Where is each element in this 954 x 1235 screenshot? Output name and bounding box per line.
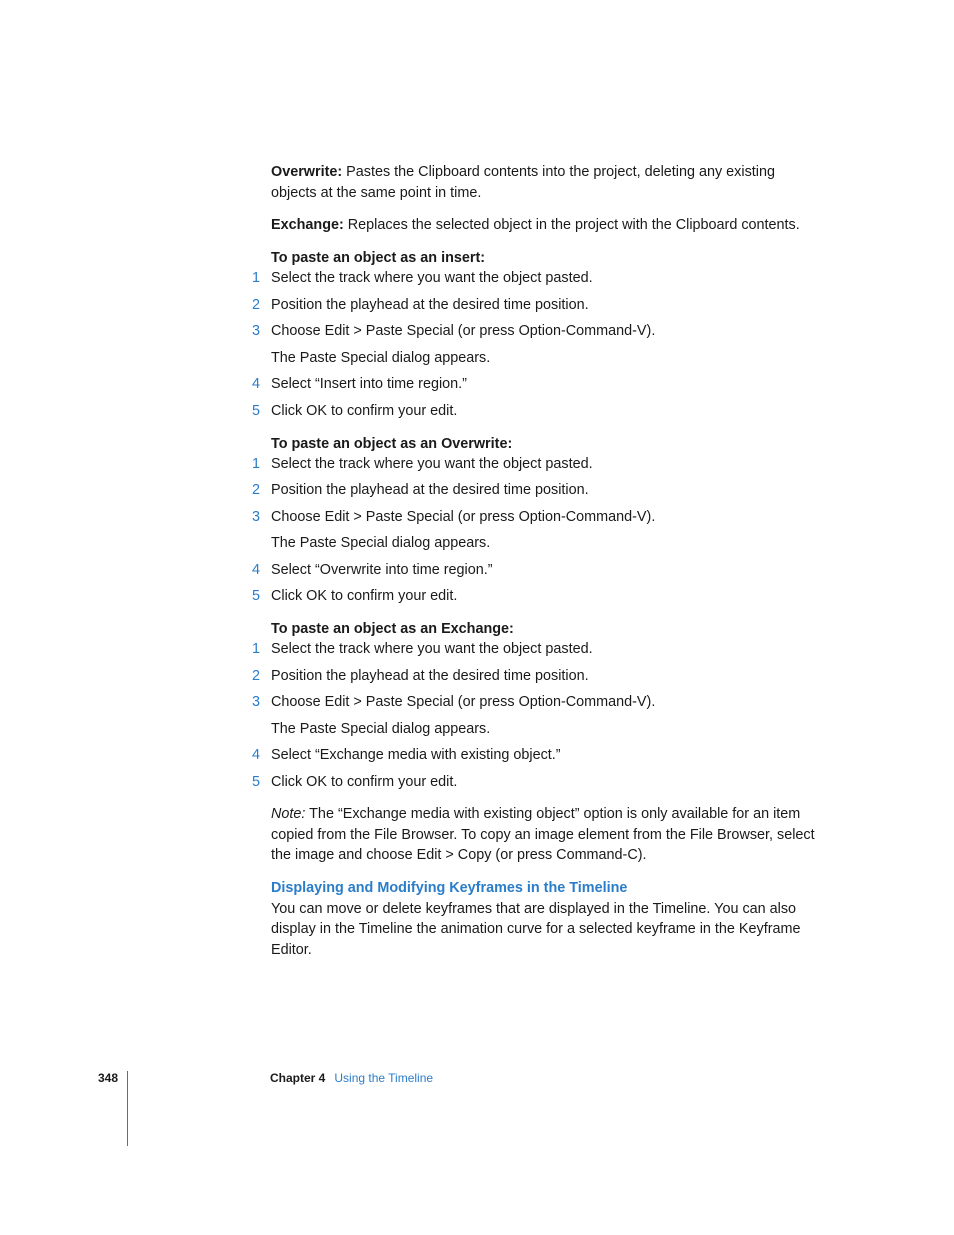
step-text: The Paste Special dialog appears.	[271, 535, 491, 551]
step-number: 2	[252, 482, 261, 498]
definition-text: Pastes the Clipboard contents into the project, deleting any existing objects at the same point in time.	[271, 164, 775, 201]
page-number: 348	[98, 1071, 119, 1085]
chapter-label: Chapter 4	[270, 1071, 326, 1085]
step-text: Select “Exchange media with existing object.”	[271, 747, 561, 763]
procedure-insert	[271, 248, 816, 269]
step-number: 3	[252, 509, 261, 525]
step-number: 1	[252, 456, 261, 472]
step	[252, 666, 816, 687]
step	[252, 321, 816, 342]
step-text: Select the track where you want the object pasted.	[271, 270, 593, 286]
step-number: 1	[252, 641, 261, 657]
step-text: Choose Edit > Paste Special (or press Option-Command-V).	[271, 509, 656, 525]
step-text: Choose Edit > Paste Special (or press Option-Command-V).	[271, 323, 656, 339]
section	[271, 878, 816, 960]
procedure-heading: To paste an object as an insert:	[271, 250, 486, 266]
step-text: The Paste Special dialog appears.	[271, 350, 491, 366]
step-text: Position the playhead at the desired time position.	[271, 482, 589, 498]
step-number: 4	[252, 376, 261, 392]
step	[252, 507, 816, 528]
step-result	[271, 348, 816, 369]
step	[252, 374, 816, 395]
step-number: 5	[252, 774, 261, 790]
step-number: 1	[252, 270, 261, 286]
step-text: Select “Overwrite into time region.”	[271, 562, 493, 578]
step-text: Position the playhead at the desired time position.	[271, 668, 589, 684]
section-heading: Displaying and Modifying Keyframes in the Timeline	[271, 880, 628, 896]
step	[252, 692, 816, 713]
step	[252, 268, 816, 289]
step	[252, 560, 816, 581]
step-number: 4	[252, 562, 261, 578]
footer-chapter	[270, 1071, 433, 1085]
step-number: 2	[252, 297, 261, 313]
note-text: The “Exchange media with existing object” option is only available for an item copied from the File Browser. To copy an image element from the File Browser, select the image and choose Edit > Copy (or press Command-C).	[271, 806, 815, 863]
definition-term: Overwrite:	[271, 164, 343, 180]
step-number: 2	[252, 668, 261, 684]
step	[252, 639, 816, 660]
step	[252, 772, 816, 793]
step-text: Position the playhead at the desired time position.	[271, 297, 589, 313]
definition-text: Replaces the selected object in the project with the Clipboard contents.	[343, 217, 800, 233]
step-text: Select the track where you want the object pasted.	[271, 456, 593, 472]
step	[252, 745, 816, 766]
step-text: The Paste Special dialog appears.	[271, 721, 491, 737]
step	[252, 586, 816, 607]
procedure-heading: To paste an object as an Exchange:	[271, 621, 514, 637]
step-text: Click OK to confirm your edit.	[271, 403, 458, 419]
footer-divider	[127, 1071, 128, 1146]
chapter-title: Using the Timeline	[334, 1071, 434, 1085]
procedure-overwrite	[271, 434, 816, 455]
step-number: 5	[252, 588, 261, 604]
step-number: 4	[252, 747, 261, 763]
step-text: Click OK to confirm your edit.	[271, 774, 458, 790]
definition-exchange	[271, 215, 816, 236]
note	[271, 804, 816, 866]
step-number: 3	[252, 694, 261, 710]
step-number: 3	[252, 323, 261, 339]
definition-overwrite	[271, 162, 816, 203]
procedure-exchange	[271, 619, 816, 640]
definition-term: Exchange:	[271, 217, 344, 233]
step-text: Choose Edit > Paste Special (or press Option-Command-V).	[271, 694, 656, 710]
step	[252, 480, 816, 501]
step-text: Click OK to confirm your edit.	[271, 588, 458, 604]
step-number: 5	[252, 403, 261, 419]
procedure-heading: To paste an object as an Overwrite:	[271, 436, 513, 452]
step	[252, 401, 816, 422]
section-body: You can move or delete keyframes that are displayed in the Timeline. You can also display in the Timeline the animation curve for a selected keyframe in the Keyframe Editor.	[271, 900, 801, 958]
step-result	[271, 533, 816, 554]
note-label: Note:	[271, 806, 306, 822]
step	[252, 295, 816, 316]
step-text: Select “Insert into time region.”	[271, 376, 467, 392]
step-text: Select the track where you want the object pasted.	[271, 641, 593, 657]
step-result	[271, 719, 816, 740]
step	[252, 454, 816, 475]
